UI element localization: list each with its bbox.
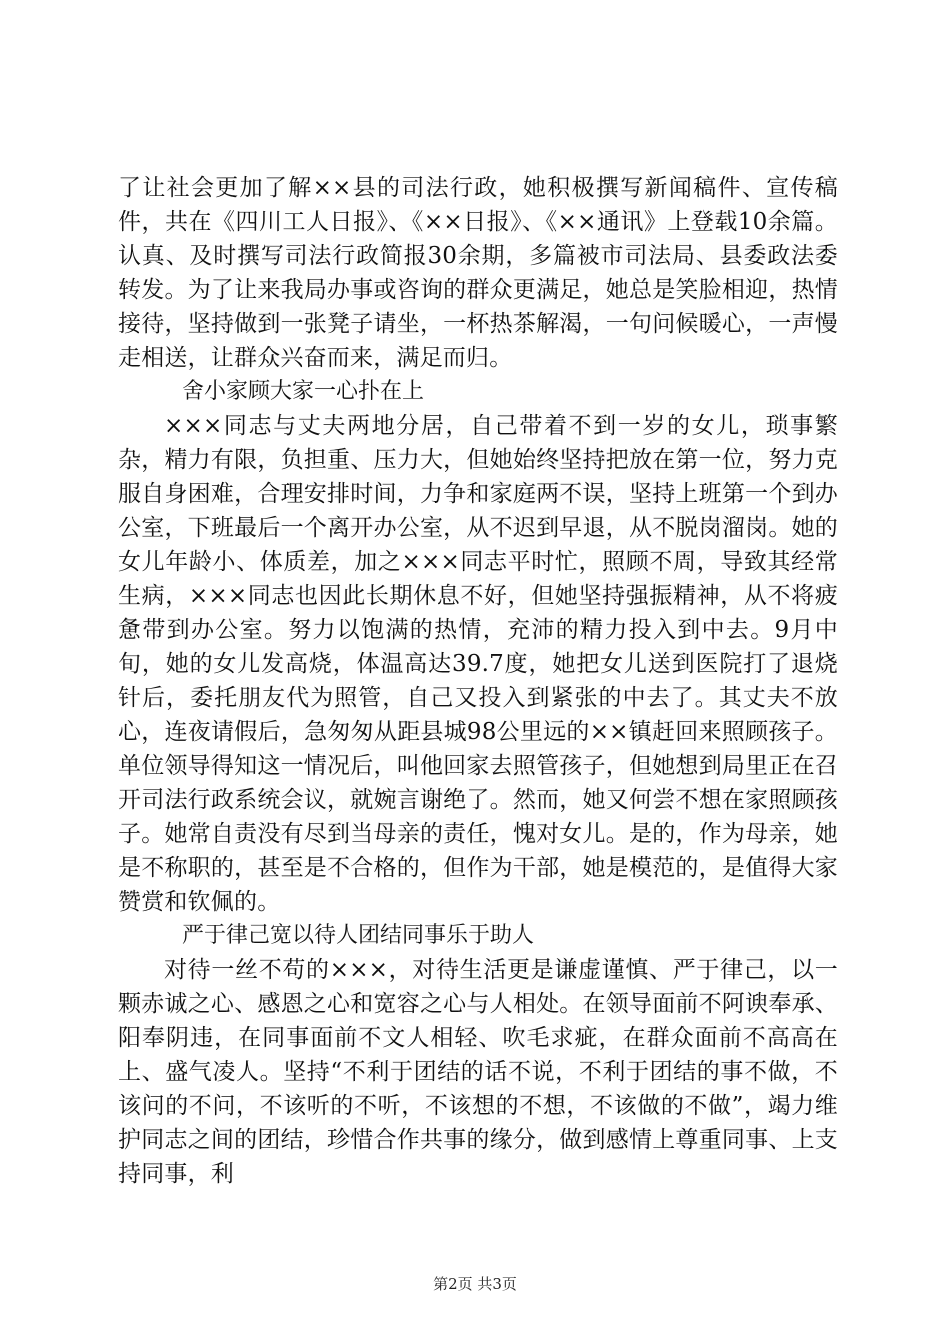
section-heading-discipline: 严于律己宽以待人团结同事乐于助人	[182, 923, 535, 948]
page-footer: 第2页 共3页	[433, 1275, 517, 1293]
body-paragraph-2: ×××同志与丈夫两地分居，自己带着不到一岁的女儿，琐事繁杂，精力有限，负担重、压力大，但她始终坚持把放在第一位，努力克服自身困难，合理安排时间，力争和家庭两不误，坚持上班第一个到办公室，下班最后一个离开办公室，从不迟到早退，从不脱岗溜岗。她的女儿年龄小、体质差，加之×××同志平时忙，照顾不周，导致其经常生病，×××同志也因此长期休息不好，但她坚持强振精神，从不将疲惫带到办公室。努力以饱满的热情，充沛的精力投入到中去。9月中旬，她的女儿发高烧，体温高达39.7度，她把女儿送到医院打了退烧针后，委托朋友代为照管，自己又投入到紧张的中去了。其丈夫不放心，连夜请假后，急匆匆从距县城98公里远的××镇赶回来照顾孩子。单位领导得知这一情况后，叫他回家去照管孩子，但她想到局里正在召开司法行政系统会议，就婉言谢绝了。然而，她又何尝不想在家照顾孩子。她常自责没有尽到当母亲的责任，愧对女儿。是的，作为母亲，她是不称职的，甚至是不合格的，但作为干部，她是模范的，是值得大家赞赏和钦佩的。	[118, 413, 838, 915]
body-paragraph-3: 对待一丝不苟的×××，对待生活更是谦虚谨慎、严于律己，以一颗赤诚之心、感恩之心和宽容之心与人相处。在领导面前不阿谀奉承、阳奉阴违，在同事面前不文人相轻、吹毛求疵，在群众面前不高高在上、盛气凌人。坚持“不利于团结的话不说，不利于团结的事不做，不该问的不问，不该听的不听，不该想的不想，不该做的不做”，竭力维护同志之间的团结，珍惜合作共事的缘分，做到感情上尊重同事、上支持同事，利	[118, 957, 838, 1187]
body-paragraph-1: 了让社会更加了解××县的司法行政，她积极撰写新闻稿件、宣传稿件，共在《四川工人日报》、《××日报》、《××通讯》上登载10余篇。认真、及时撰写司法行政简报30余期，多篇被市司法局、县委政法委转发。为了让来我局办事或咨询的群众更满足，她总是笑脸相迎，热情接待，坚持做到一张凳子请坐，一杯热茶解渴，一句问候暖心，一声慢走相送，让群众兴奋而来，满足而归。	[118, 175, 838, 371]
section-heading-family: 舍小家顾大家一心扑在上	[182, 379, 425, 404]
document-body	[118, 171, 838, 1191]
